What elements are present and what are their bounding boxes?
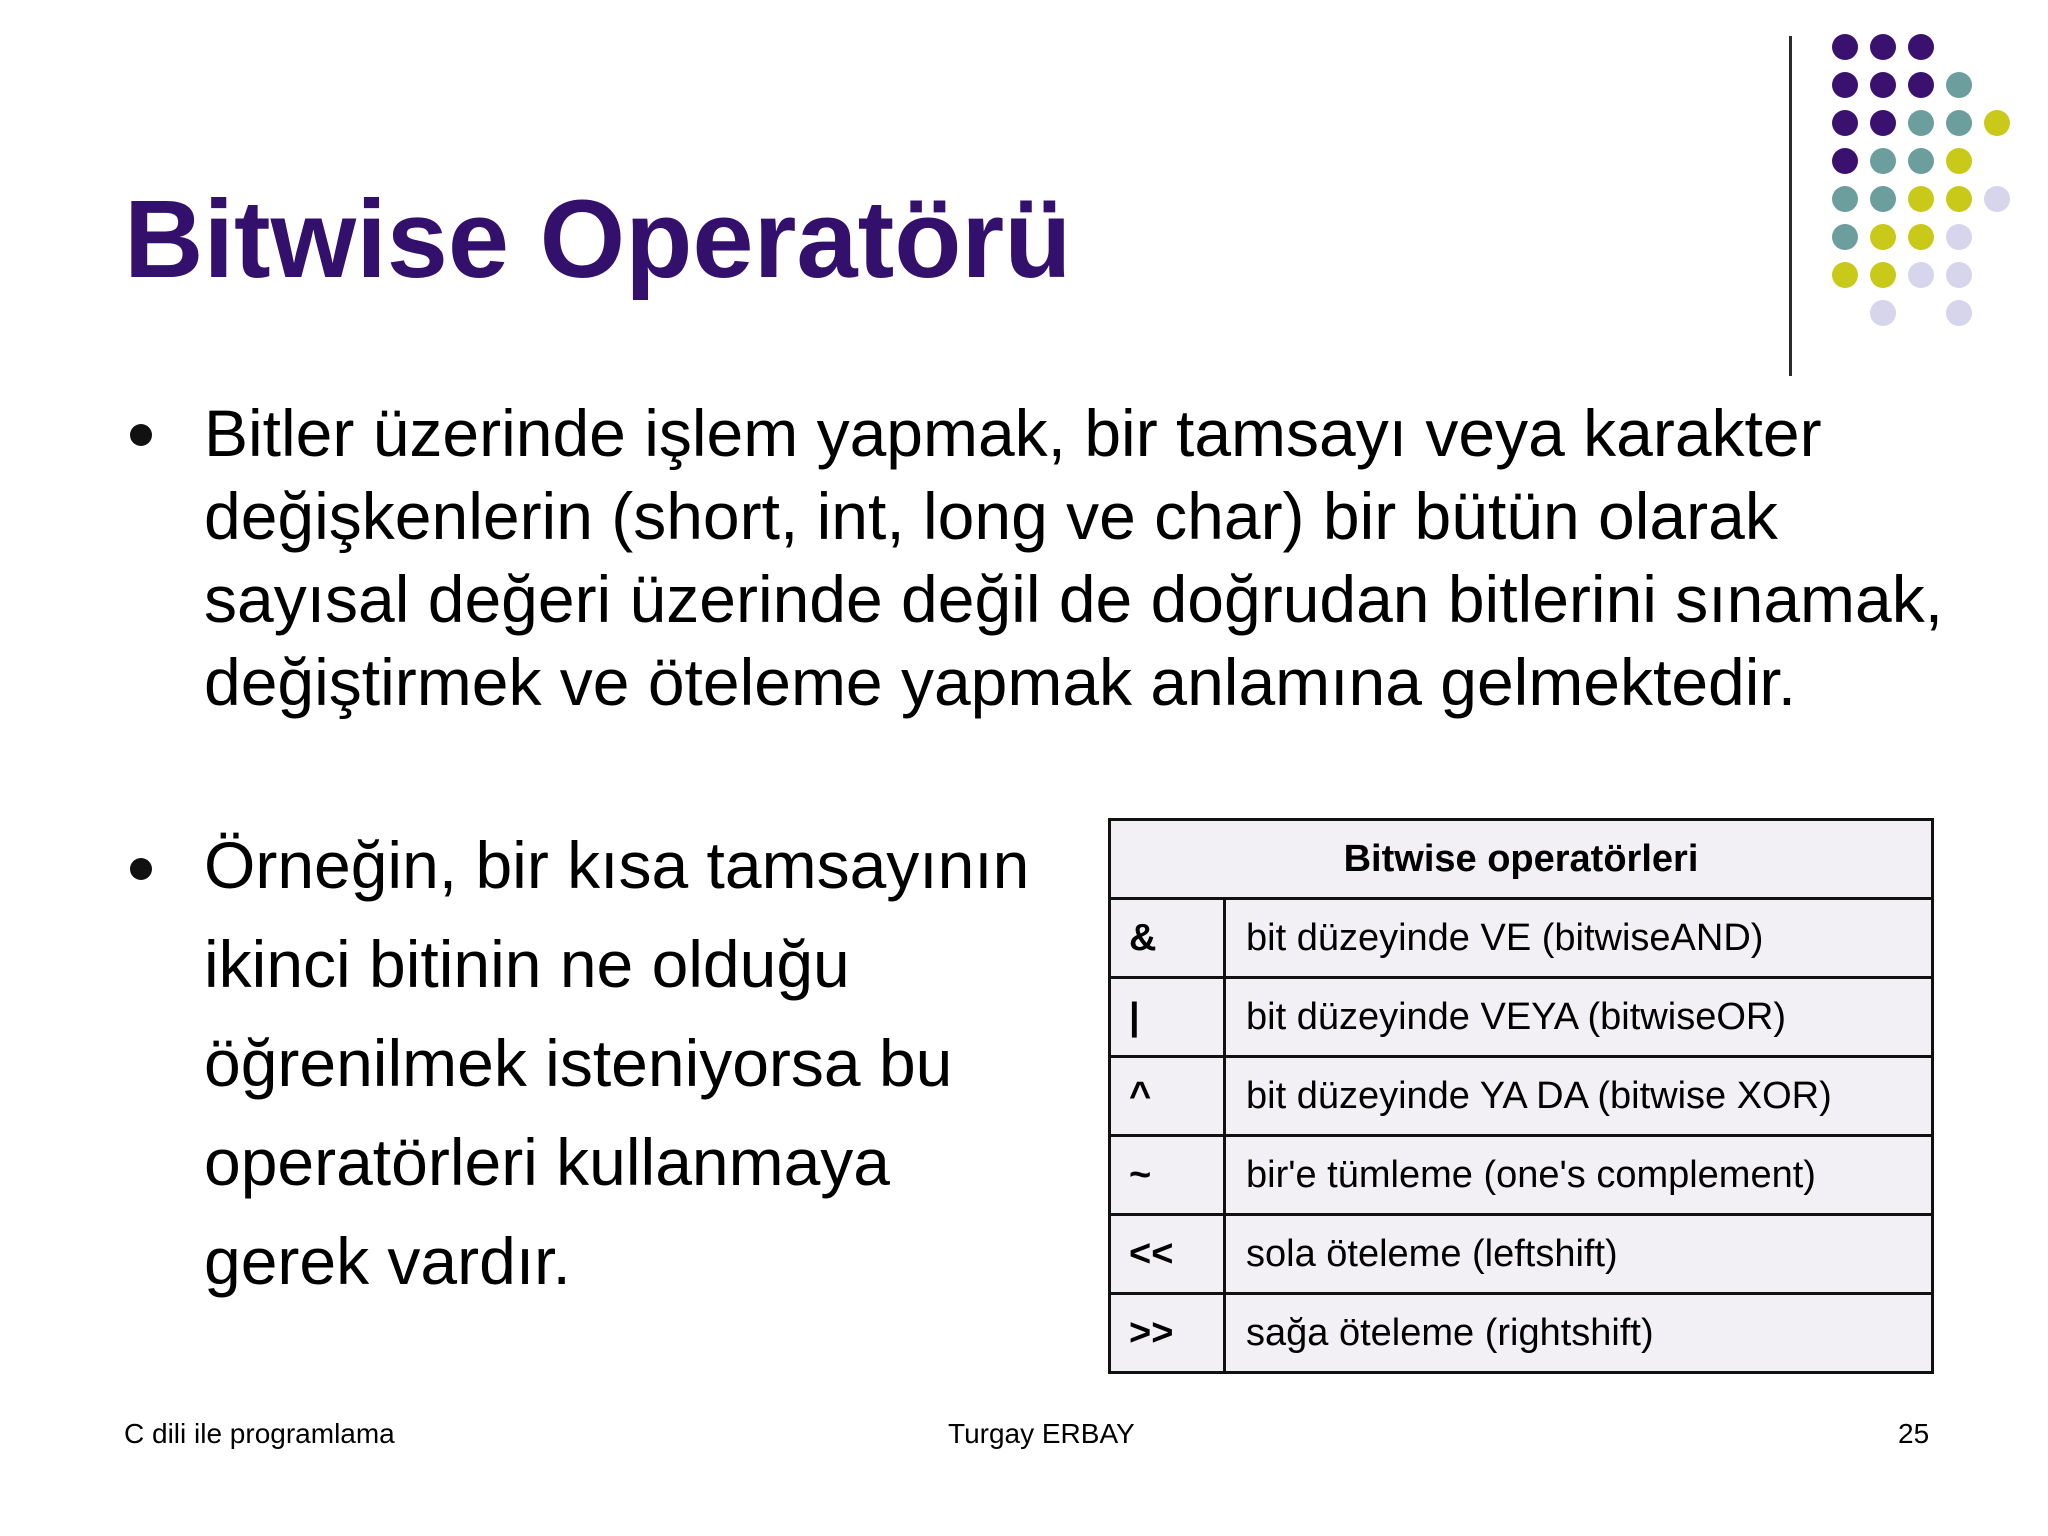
decorative-dot <box>1946 186 1972 212</box>
bullet-list <box>124 392 1954 724</box>
decorative-dot <box>1984 110 2010 136</box>
description-cell: sola öteleme (leftshift) <box>1225 1215 1933 1294</box>
operator-cell: | <box>1110 978 1225 1057</box>
bullet-icon <box>130 424 152 446</box>
decorative-dot <box>1908 186 1934 212</box>
decorative-dot <box>1832 186 1858 212</box>
bullet-text-line: Örneğin, bir kısa tamsayının <box>204 828 1030 902</box>
description-cell: bit düzeyinde VE (bitwiseAND) <box>1225 899 1933 978</box>
decorative-dot <box>1870 34 1896 60</box>
bullet-icon <box>130 858 152 880</box>
decorative-dot <box>1832 72 1858 98</box>
decorative-dot <box>1832 34 1858 60</box>
operator-cell: >> <box>1110 1294 1225 1373</box>
decorative-dot <box>1946 262 1972 288</box>
table-row <box>1110 1294 1933 1373</box>
description-cell: sağa öteleme (rightshift) <box>1225 1294 1933 1373</box>
decorative-dot <box>1870 186 1896 212</box>
footer-author: Turgay ERBAY <box>948 1418 1135 1449</box>
operator-cell: ^ <box>1110 1057 1225 1136</box>
decorative-dot <box>1984 186 2010 212</box>
bullet-item <box>124 816 1204 1311</box>
decorative-dot <box>1870 72 1896 98</box>
decorative-dot <box>1946 110 1972 136</box>
table-header: Bitwise operatörleri <box>1110 820 1933 899</box>
bullet-text: Bitler üzerinde işlem yapmak, bir tamsayı veya karakter değişkenlerin (short, int, long ve char) bir bütün olarak sayısal değeri üzerinde değil de doğrudan bitlerini sınamak, değiştirmek ve öteleme yapmak anlamına gelmektedir. <box>204 396 1944 719</box>
decorative-dot <box>1946 72 1972 98</box>
bullet-text-line: operatörleri kullanmaya <box>204 1125 891 1199</box>
decorative-dot <box>1946 300 1972 326</box>
bullet-item <box>124 392 1954 724</box>
decorative-dot <box>1870 262 1896 288</box>
footer-course-title: C dili ile programlama <box>124 1418 395 1449</box>
table-row <box>1110 1215 1933 1294</box>
decorative-dot <box>1870 224 1896 250</box>
decorative-dot <box>1908 224 1934 250</box>
bullet-text-line: ikinci bitinin ne olduğu <box>204 927 850 1001</box>
slide-title: Bitwise Operatörü <box>124 178 1072 301</box>
table-row <box>1110 978 1933 1057</box>
decorative-dot <box>1832 148 1858 174</box>
table-row <box>1110 1057 1933 1136</box>
operator-cell: ~ <box>1110 1136 1225 1215</box>
decorative-dot <box>1908 34 1934 60</box>
description-cell: bir'e tümleme (one's complement) <box>1225 1136 1933 1215</box>
table-header-row <box>1110 820 1933 899</box>
decorative-dot <box>1832 110 1858 136</box>
decorative-dot <box>1908 148 1934 174</box>
decorative-dot <box>1832 262 1858 288</box>
operator-cell: & <box>1110 899 1225 978</box>
decorative-dot <box>1908 262 1934 288</box>
table-row <box>1110 899 1933 978</box>
decorative-dot <box>1870 300 1896 326</box>
bullet-text-line: gerek vardır. <box>204 1224 571 1298</box>
bitwise-operators-table <box>1108 818 1934 1374</box>
decorative-dot <box>1908 72 1934 98</box>
title-divider-line <box>1789 36 1792 376</box>
table-row <box>1110 1136 1933 1215</box>
decorative-dot <box>1946 148 1972 174</box>
decorative-dot <box>1870 148 1896 174</box>
footer-page-number: 25 <box>1898 1418 1930 1449</box>
decorative-dot <box>1870 110 1896 136</box>
decorative-dot <box>1908 110 1934 136</box>
decorative-dot <box>1946 224 1972 250</box>
description-cell: bit düzeyinde VEYA (bitwiseOR) <box>1225 978 1933 1057</box>
bullet-text-line: öğrenilmek isteniyorsa bu <box>204 1026 953 1100</box>
description-cell: bit düzeyinde YA DA (bitwise XOR) <box>1225 1057 1933 1136</box>
operator-cell: << <box>1110 1215 1225 1294</box>
decorative-dot <box>1832 224 1858 250</box>
